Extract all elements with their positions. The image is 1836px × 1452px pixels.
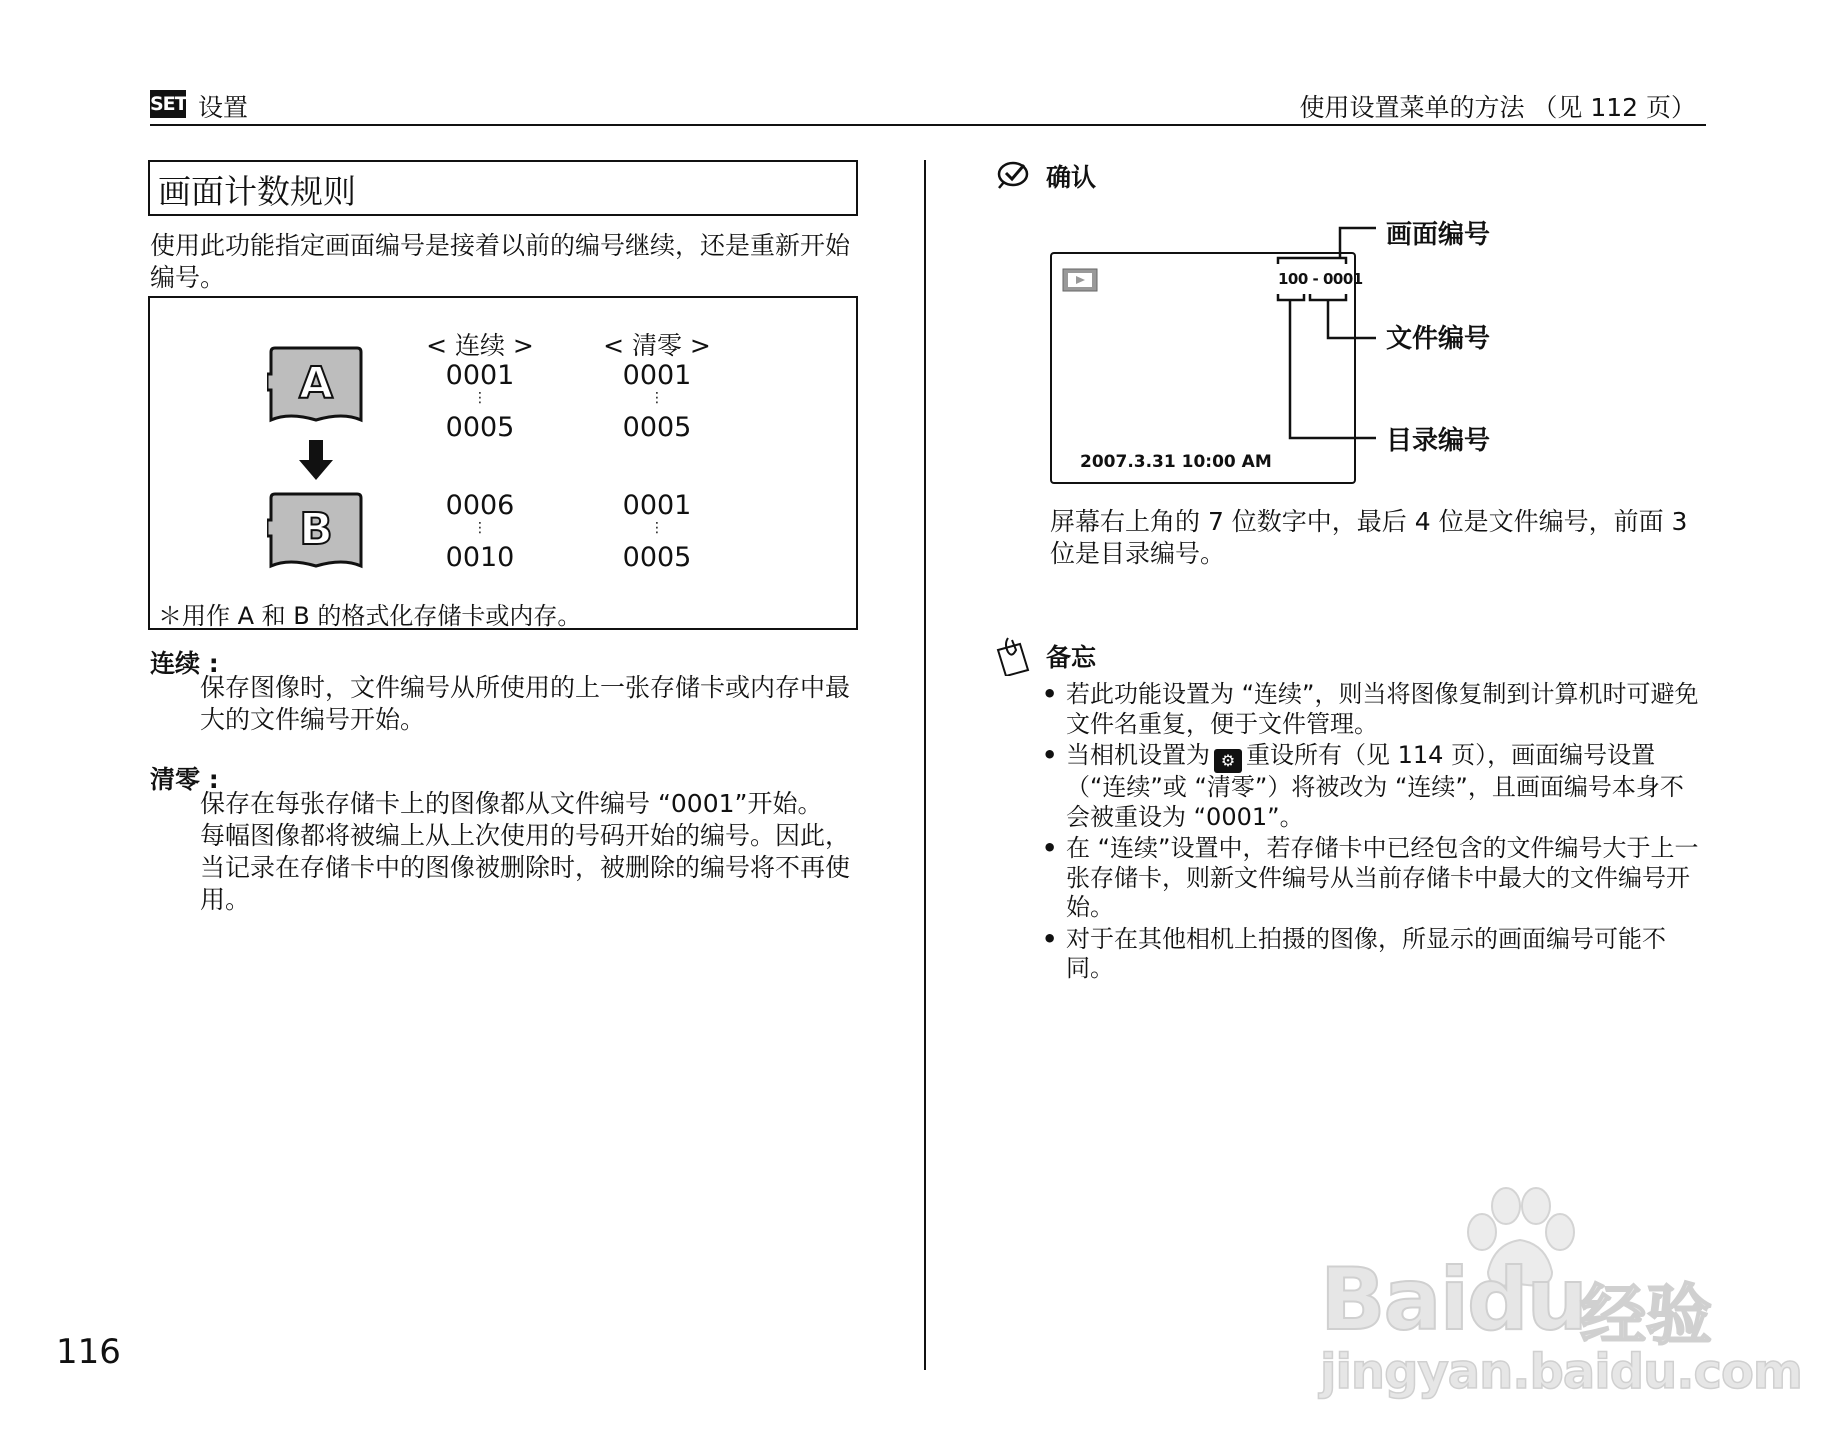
memo-item: • 在 “连续”设置中，若存储卡中已经包含的文件编号大于上一张存储卡，则新文件编号从当前存储卡中最大的文件编号开始。 xyxy=(1040,834,1704,923)
date-display: 2007.3.31 10:00 AM xyxy=(1080,452,1272,472)
reset-description-1: 保存在每张存储卡上的图像都从文件编号 “0001”开始。 xyxy=(200,789,823,818)
page-number: 116 xyxy=(56,1332,121,1372)
callout-frame-number: 画面编号 xyxy=(1386,220,1491,250)
screen-description: 屏幕右上角的 7 位数字中，最后 4 位是文件编号，前面 3 位是目录编号。 xyxy=(1050,507,1688,568)
check-icon xyxy=(996,160,1032,190)
value-b-reset-last: 0005 xyxy=(622,542,692,573)
value-a-reset-first: 0001 xyxy=(622,360,692,391)
value-a-cont-last: 0005 xyxy=(445,412,515,443)
memo-item xyxy=(1040,741,1704,832)
reset-description xyxy=(200,788,860,916)
header-rule xyxy=(150,124,1706,126)
ellipsis: ⋮ xyxy=(650,390,664,406)
playback-icon xyxy=(1062,268,1098,292)
column-head-reset: < 清零 > xyxy=(603,331,711,360)
set-icon: SET xyxy=(150,90,186,118)
watermark-logo: Baidu xyxy=(1320,1250,1586,1350)
ellipsis: ⋮ xyxy=(650,520,664,536)
memory-card-b-icon xyxy=(267,490,365,570)
memo-item-suffix: 重设所有（见 114 页），画面编号设置（“连续”或 “清零”）将被改为 “连续”，且画面编号本身不会被重设为 “0001”。 xyxy=(1066,741,1684,831)
header-reference: 使用设置菜单的方法 （见 112 页） xyxy=(1299,93,1696,122)
callout-directory-number: 目录编号 xyxy=(1386,426,1491,456)
memo-title: 备忘 xyxy=(1046,643,1097,672)
continuous-label: 连续 : xyxy=(150,649,219,678)
callout-file-number: 文件编号 xyxy=(1386,324,1491,354)
watermark-logo-cn: 经验 xyxy=(1580,1277,1712,1354)
value-b-reset-first: 0001 xyxy=(622,490,692,521)
intro-text: 使用此功能指定画面编号是接着以前的编号继续，还是重新开始编号。 xyxy=(150,231,851,292)
value-b-cont-last: 0010 xyxy=(445,542,515,573)
card-b-label: B xyxy=(299,504,333,555)
ellipsis: ⋮ xyxy=(473,520,487,536)
check-title: 确认 xyxy=(1046,163,1097,192)
page-title: 画面计数规则 xyxy=(158,172,356,211)
arrow-down-icon xyxy=(299,440,333,480)
value-a-reset-last: 0005 xyxy=(622,412,692,443)
frame-number-display: 100 - 0001 xyxy=(1278,270,1363,288)
diagram-note: ＊用作 A 和 B 的格式化存储卡或内存。 xyxy=(158,602,582,630)
ellipsis: ⋮ xyxy=(473,390,487,406)
section-title: 设置 xyxy=(198,93,249,122)
reset-mode-icon: ⚙ xyxy=(1214,749,1242,773)
watermark-url: jingyan.baidu.com xyxy=(1320,1344,1802,1400)
memo-item: • 对于在其他相机上拍摄的图像，所显示的画面编号可能不同。 xyxy=(1040,925,1704,984)
memo-list xyxy=(1040,680,1704,986)
column-divider xyxy=(924,160,926,1370)
memory-card-a-icon xyxy=(267,344,365,424)
memo-item-prefix: 当相机设置为 xyxy=(1066,741,1210,769)
value-b-cont-first: 0006 xyxy=(445,490,515,521)
value-a-cont-first: 0001 xyxy=(445,360,515,391)
memo-icon xyxy=(994,636,1034,676)
reset-label: 清零 : xyxy=(150,765,219,794)
column-head-continuous: < 连续 > xyxy=(426,331,534,360)
memo-item: • 若此功能设置为 “连续”，则当将图像复制到计算机时可避免文件名重复，便于文件管理。 xyxy=(1040,680,1704,739)
reset-description-2: 每幅图像都将被编上从上次使用的号码开始的编号。因此，当记录在存储卡中的图像被删除时，被删除的编号将不再使用。 xyxy=(200,821,851,914)
card-a-label: A xyxy=(298,358,334,409)
continuous-description: 保存图像时，文件编号从所使用的上一张存储卡或内存中最大的文件编号开始。 xyxy=(200,673,851,734)
